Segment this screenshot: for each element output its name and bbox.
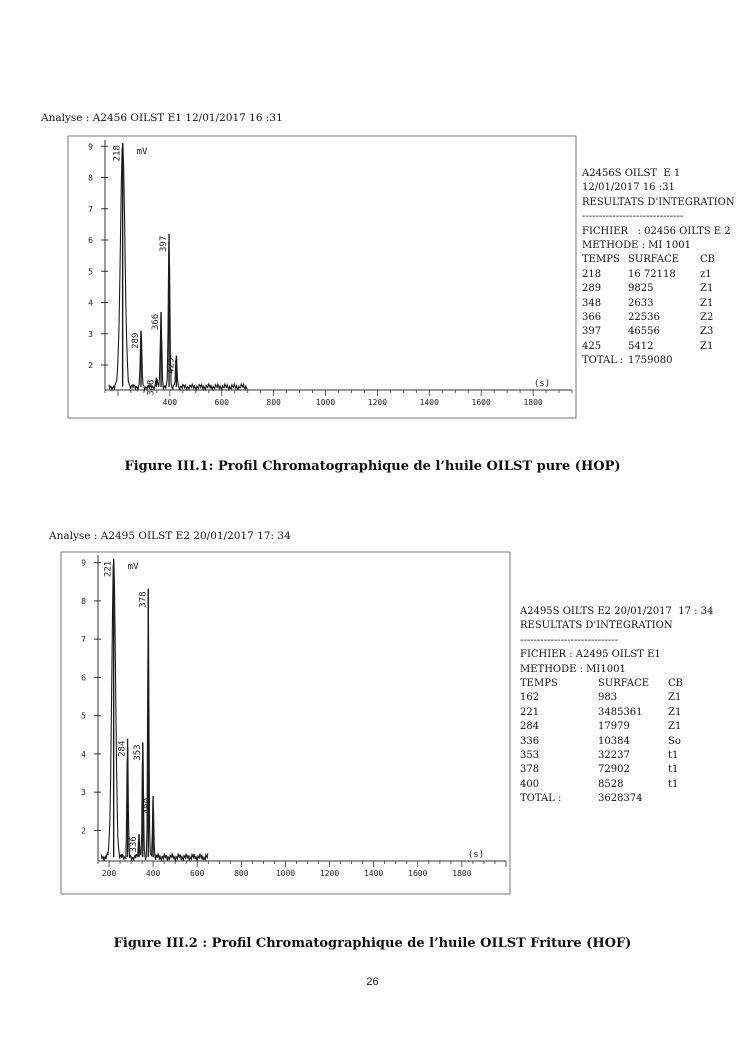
x-tick-label: 1800 (452, 869, 472, 878)
results-cell: 400 (520, 778, 540, 790)
results-line: 12/01/2017 16 :31 (582, 182, 675, 194)
x-tick-label: 1600 (471, 398, 491, 407)
results-cell: 366 (582, 311, 602, 323)
results-header-row (520, 677, 742, 691)
results-line: RESULTATS D'INTEGRATION (582, 196, 735, 208)
peak-label: 289 (131, 332, 142, 349)
results-row (520, 763, 742, 777)
x-tick-label: 800 (234, 869, 249, 878)
results-cell: TEMPS (520, 677, 558, 689)
results-row (582, 325, 742, 339)
x-tick-label: 800 (266, 398, 281, 407)
y-tick-label: 7 (81, 635, 86, 645)
results-cell: 2633 (628, 297, 654, 309)
x-tick-label: 1200 (367, 398, 388, 407)
y-tick-label: 3 (88, 329, 93, 339)
results-cell: CB (668, 677, 683, 689)
peak-label: 366 (151, 313, 162, 331)
peak-label: 336 (129, 836, 140, 853)
results-row (582, 268, 742, 282)
results-cell: 3628374 (598, 793, 643, 805)
peak-label: 218 (112, 145, 123, 162)
results-cell: Z1 (700, 283, 714, 295)
results-row (520, 720, 742, 734)
results-cell: TOTAL : (582, 355, 624, 367)
x-tick-label: 600 (214, 398, 229, 407)
results-cell: 22536 (628, 311, 660, 323)
results-line: A2495S OILTS E2 20/01/2017 17 : 34 (520, 606, 714, 617)
x-tick-label: 1200 (319, 869, 340, 878)
peak-label: 400 (143, 797, 154, 815)
x-tick-label: 1000 (315, 398, 336, 407)
figure-caption-2: Figure III.2 : Profil Chromatographique de l’huile OILST Friture (HOF) (113, 936, 632, 951)
results-row (520, 735, 742, 749)
results-cell: 5412 (628, 340, 654, 352)
results-cell: 218 (582, 268, 602, 280)
results-cell: Z1 (700, 297, 714, 309)
x-tick-label: 400 (162, 398, 178, 407)
results-row (582, 340, 742, 354)
results-line: A2456S OILST E 1 (582, 168, 681, 179)
results-cell: SURFACE (598, 677, 650, 689)
x-tick-label: 200 (101, 869, 117, 878)
results-cell: 17979 (598, 721, 630, 733)
results-cell: Z1 (700, 340, 714, 352)
results-cell: 284 (520, 721, 540, 733)
chromatogram-trace (101, 562, 208, 861)
results-line: ------------------------------ (582, 211, 684, 223)
peak-label: 397 (159, 235, 170, 253)
x-tick-label: 400 (145, 869, 161, 878)
y-tick-label: 5 (88, 267, 93, 277)
y-tick-label: 2 (88, 361, 93, 370)
peak-label: 378 (138, 591, 149, 608)
y-axis-label: mV (127, 562, 139, 572)
results-cell: 16 72118 (628, 268, 676, 280)
results-cell: 336 (520, 735, 540, 747)
x-tick-label: 600 (190, 869, 205, 878)
y-tick-label: 6 (88, 236, 93, 245)
chromatogram-1 (60, 132, 580, 422)
results-cell: 32237 (598, 749, 630, 761)
y-tick-label: 4 (81, 749, 86, 759)
y-tick-label: 2 (81, 826, 86, 836)
page-number: 26 (366, 976, 379, 988)
x-tick-label: 1800 (523, 398, 543, 407)
peak-label: 348 (146, 379, 157, 396)
results-row (582, 282, 742, 296)
results-cell: TOTAL : (520, 793, 562, 805)
analysis-label-1: Analyse : A2456 OILST E1 12/01/2017 16 :31 (41, 112, 283, 124)
y-tick-label: 7 (88, 204, 93, 214)
results-cell: 1759080 (628, 355, 673, 367)
results-cell: CB (700, 254, 715, 266)
peak-label: 425 (166, 357, 177, 374)
results-cell: 8528 (598, 778, 624, 790)
y-tick-label: 8 (88, 173, 93, 183)
results-cell: TEMPS (582, 254, 620, 266)
y-tick-label: 8 (81, 596, 86, 606)
results-line: FICHIER : A2495 OILST E1 (520, 649, 661, 661)
results-cell: 983 (598, 692, 618, 704)
peak-label: 221 (103, 560, 114, 578)
x-axis-label: (s) (533, 379, 551, 389)
results-row (520, 749, 742, 763)
results-cell: 425 (582, 340, 602, 352)
results-cell: 9825 (628, 283, 654, 295)
figure-caption-1: Figure III.1: Profil Chromatographique de l’huile OILST pure (HOP) (124, 459, 621, 474)
results-cell: 348 (582, 297, 602, 309)
y-tick-label: 5 (81, 711, 86, 721)
results-line: FICHIER : 02456 OILTS E 2 (582, 225, 731, 237)
y-axis-label: mV (136, 147, 148, 157)
results-cell: Z1 (668, 721, 682, 733)
results-cell: t1 (668, 749, 679, 761)
results-cell: Z1 (668, 692, 682, 704)
results-cell: Z3 (700, 326, 714, 338)
results-cell: t1 (668, 778, 679, 790)
results-cell: z1 (700, 268, 712, 280)
results-row (520, 691, 742, 705)
results-total-row (520, 792, 742, 806)
results-cell: 289 (582, 283, 602, 295)
integration-results-2 (520, 605, 742, 806)
analysis-label-2: Analyse : A2495 OILST E2 20/01/2017 17: 34 (49, 530, 291, 542)
results-cell: 378 (520, 764, 540, 776)
results-header-row (582, 253, 742, 267)
chromatogram-2 (60, 551, 512, 896)
results-cell: 3485361 (598, 706, 643, 718)
results-cell: SURFACE (628, 254, 680, 266)
results-line: METHODE : MI1001 (520, 663, 626, 675)
y-tick-label: 3 (81, 788, 86, 798)
results-cell: 10384 (598, 735, 630, 747)
chromatogram-trace (109, 144, 248, 391)
y-tick-label: 6 (81, 673, 86, 683)
results-cell: 353 (520, 749, 540, 761)
results-cell: 397 (582, 326, 602, 338)
results-row (520, 778, 742, 792)
y-tick-label: 4 (88, 298, 93, 308)
results-row (582, 297, 742, 311)
results-cell: Z2 (700, 311, 714, 323)
results-line: METHODE : MI 1001 (582, 239, 691, 251)
results-cell: 46556 (628, 326, 660, 338)
results-line: ----------------------------- (520, 634, 618, 646)
x-tick-label: 1400 (419, 398, 439, 407)
x-axis-label: (s) (467, 850, 485, 860)
integration-results-1 (582, 167, 742, 368)
y-tick-label: 9 (81, 558, 86, 568)
x-tick-label: 1400 (364, 869, 384, 878)
peak-label: 353 (132, 744, 143, 761)
results-row (582, 311, 742, 325)
x-tick-label: 1000 (275, 869, 296, 878)
x-tick-label: 1600 (408, 869, 428, 878)
peak-label: 284 (117, 740, 128, 757)
results-cell: So (668, 735, 681, 747)
results-cell: Z1 (668, 706, 682, 718)
results-cell: 72902 (598, 764, 630, 776)
results-cell: t1 (668, 764, 679, 776)
results-row (520, 706, 742, 720)
results-cell: 221 (520, 706, 540, 718)
chart-frame (68, 136, 576, 418)
results-total-row (582, 354, 742, 368)
results-line: RESULTATS D'INTEGRATION (520, 620, 673, 632)
y-tick-label: 9 (88, 142, 93, 152)
results-cell: 162 (520, 692, 540, 704)
